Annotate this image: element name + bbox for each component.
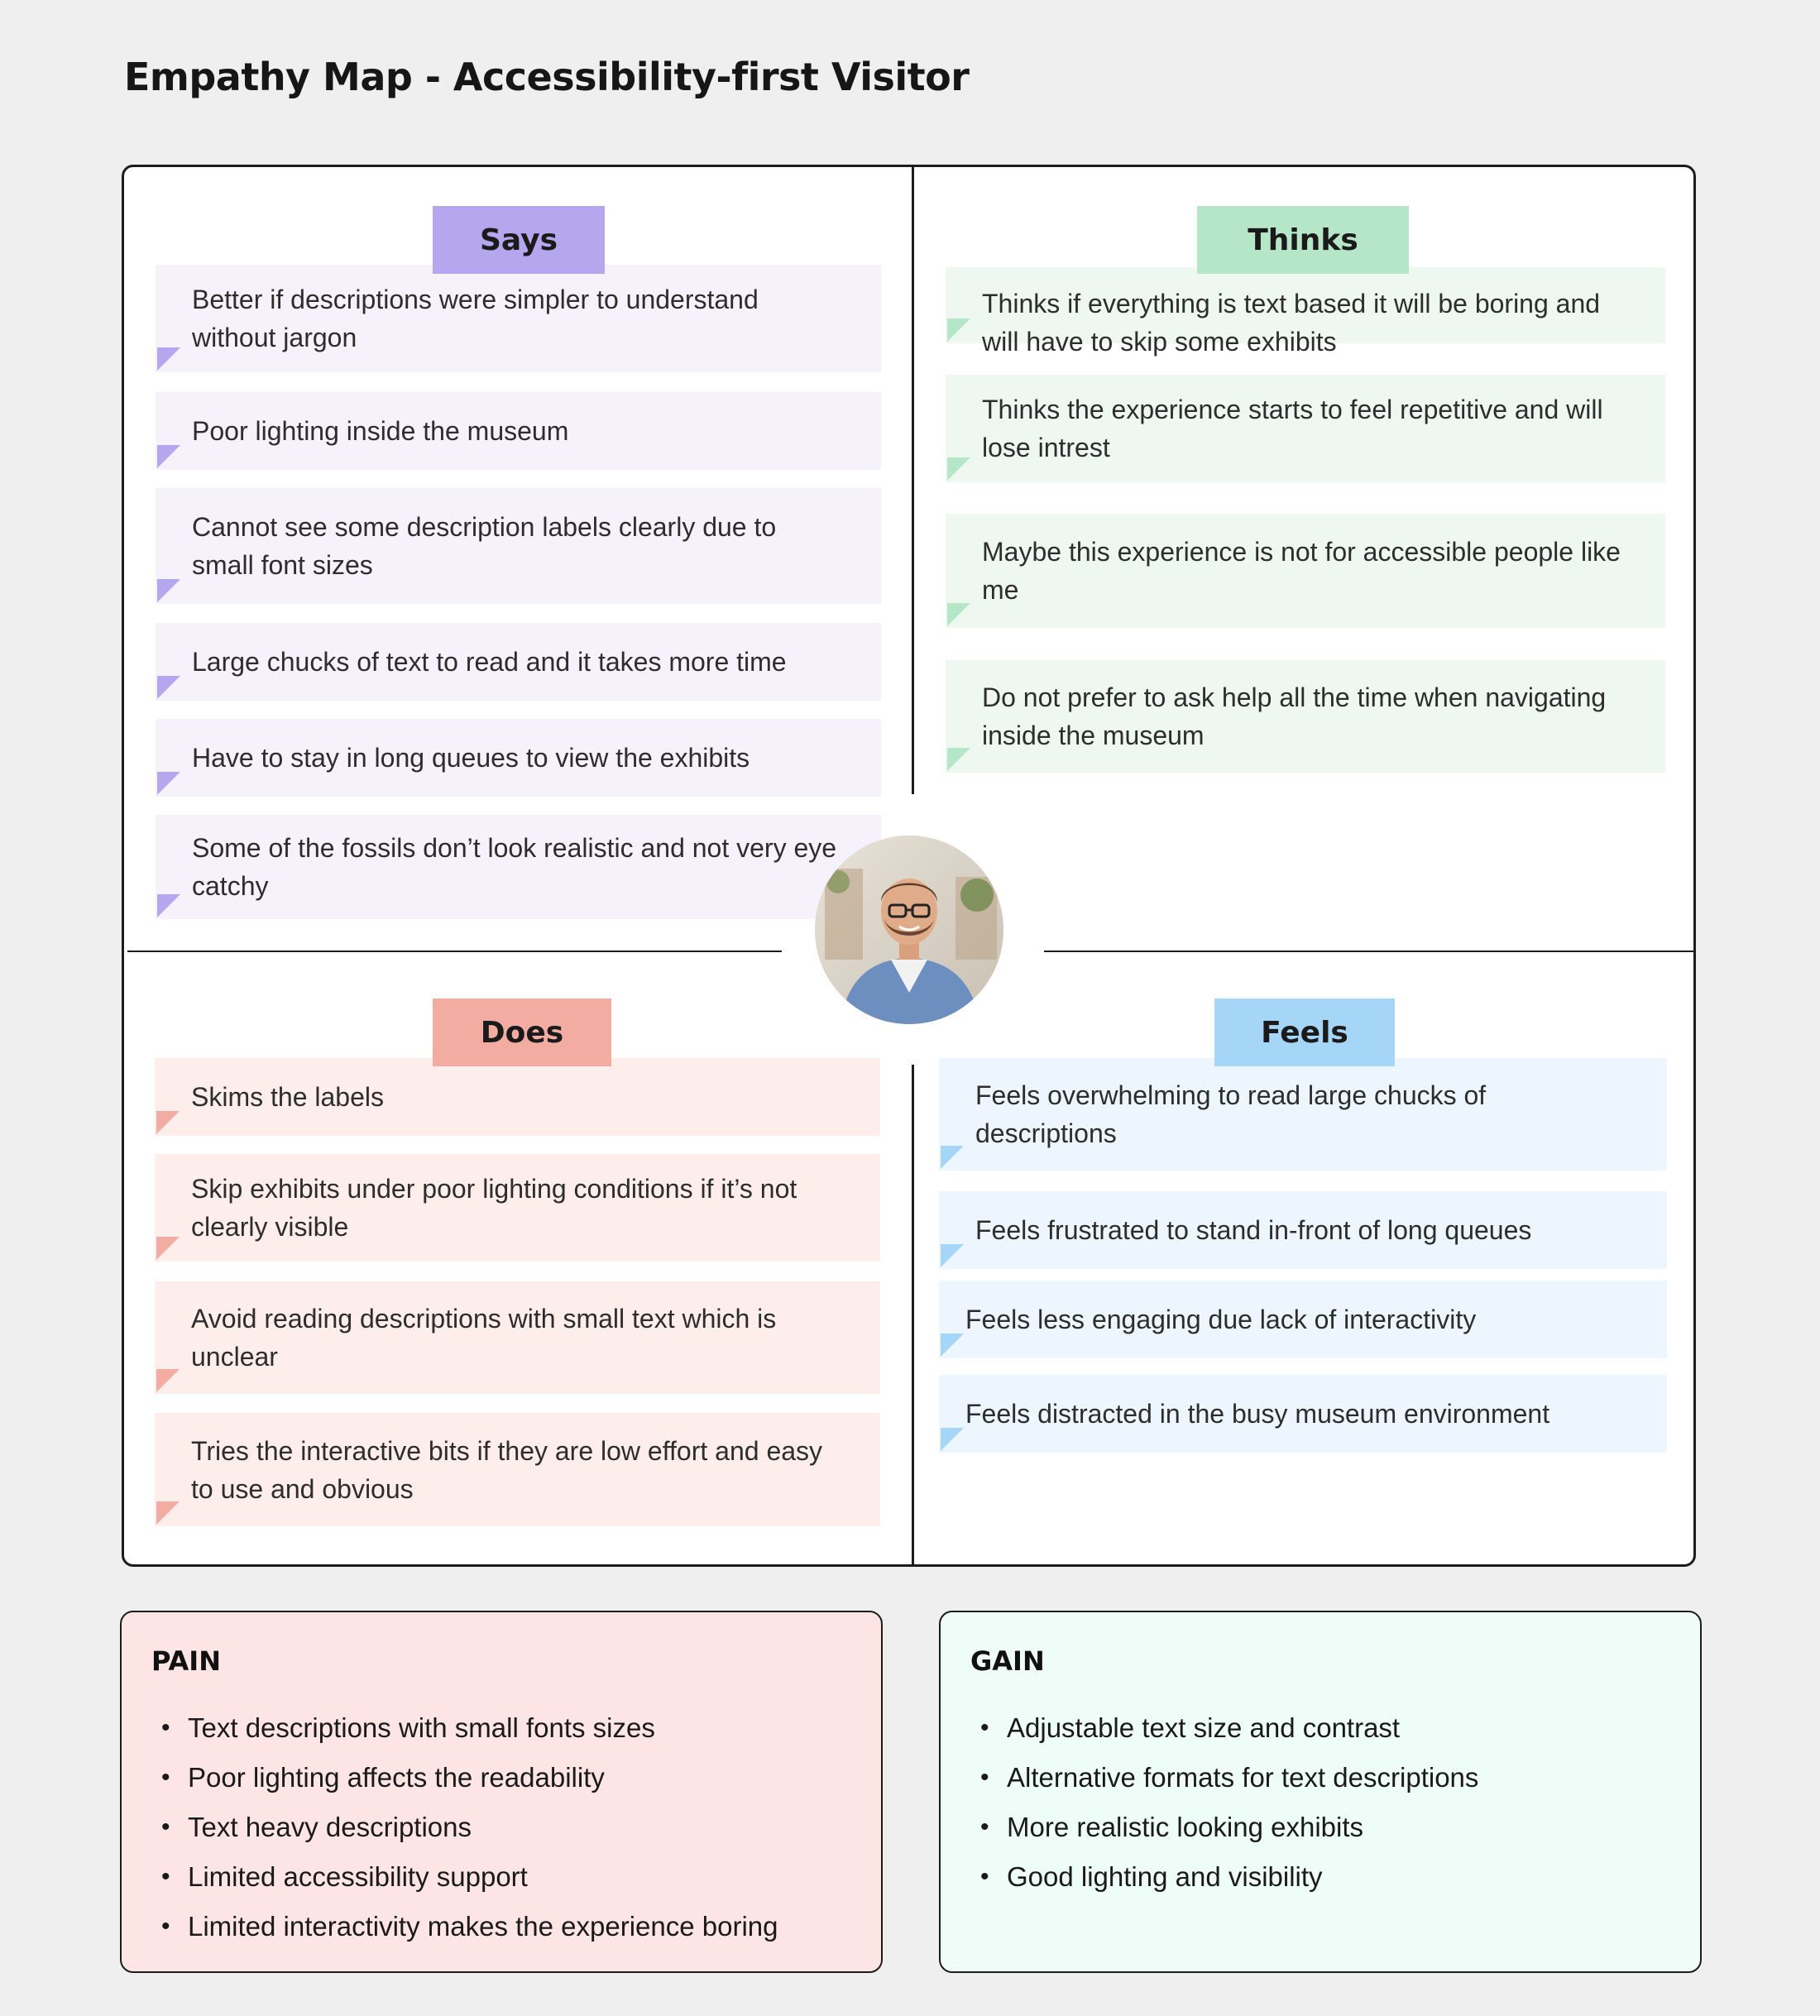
does-note[interactable] [155,1154,880,1262]
note-fold-icon [156,1237,180,1260]
pain-item-text: Text descriptions with small fonts sizes [188,1712,655,1743]
bullet: • [161,1764,170,1791]
says-note[interactable] [156,815,881,919]
note-text: Feels distracted in the busy museum environment [965,1399,1550,1429]
note-text: Cannot see some description labels clearly due to small font sizes [192,512,777,580]
pain-item-text: Limited interactivity makes the experience boring [188,1911,778,1942]
note-fold-icon [941,1428,964,1451]
note-fold-icon [947,318,970,342]
note-text: Tries the interactive bits if they are low effort and easy to use and obvious [191,1435,823,1504]
note-fold-icon [157,894,180,917]
gain-title: GAIN [970,1645,1045,1677]
gain-item [977,1852,1478,1902]
bullet: • [161,1863,170,1890]
note-text: Feels overwhelming to read large chucks of descriptions [975,1080,1487,1148]
bullet: • [980,1863,989,1890]
pain-item-text: Limited accessibility support [188,1861,528,1892]
horizontal-divider-left [127,951,782,952]
note-fold-icon [941,1244,964,1267]
feels-note[interactable] [939,1191,1667,1269]
gain-item-text: Adjustable text size and contrast [1007,1712,1401,1743]
pain-item [158,1902,778,1951]
feels-label: Feels [1214,998,1395,1066]
note-fold-icon [157,676,180,699]
bullet: • [980,1813,989,1841]
note-fold-icon [157,445,180,468]
pain-item [158,1753,778,1803]
note-fold-icon [941,1334,964,1357]
thinks-note[interactable] [946,375,1665,482]
bullet: • [161,1813,170,1841]
page-title: Empathy Map - Accessibility-first Visitor [124,55,970,99]
horizontal-divider-right [1044,951,1696,952]
note-fold-icon [947,748,970,771]
note-text: Poor lighting inside the museum [192,416,569,446]
says-label: Says [433,206,605,274]
note-text: Skims the labels [191,1082,384,1112]
gain-item [977,1703,1478,1753]
note-text: Large chucks of text to read and it takes more time [192,647,787,677]
note-fold-icon [157,347,180,371]
does-label: Does [433,998,611,1066]
says-note[interactable] [156,392,881,470]
note-text: Some of the fossils don’t look realistic and not very eye catchy [192,833,837,901]
bullet: • [161,1913,170,1940]
gain-panel [939,1611,1702,1973]
note-fold-icon [947,603,970,626]
says-note[interactable] [156,488,881,604]
note-fold-icon [941,1146,964,1169]
bullet: • [980,1714,989,1741]
does-note[interactable] [155,1413,880,1526]
note-text: Have to stay in long queues to view the exhibits [192,743,750,773]
note-text: Feels frustrated to stand in-front of long queues [975,1215,1532,1245]
gain-item-text: Good lighting and visibility [1007,1861,1323,1892]
does-note[interactable] [155,1281,880,1394]
says-note[interactable] [156,623,881,701]
note-text: Maybe this experience is not for accessible people like me [982,537,1621,605]
persona-photo [815,836,1003,1024]
gain-list [977,1703,1478,1902]
note-text: Thinks the experience starts to feel repetitive and will lose intrest [982,395,1603,462]
note-fold-icon [947,457,970,481]
note-text: Skip exhibits under poor lighting conditions if it’s not clearly visible [191,1174,797,1242]
feels-note[interactable] [939,1281,1667,1358]
thinks-note[interactable] [946,267,1665,357]
feels-note[interactable] [939,1058,1667,1171]
vertical-divider-bottom [912,1065,914,1567]
thinks-label: Thinks [1197,206,1409,274]
thinks-note[interactable] [946,514,1665,628]
pain-item-text: Text heavy descriptions [188,1812,472,1842]
does-note[interactable] [155,1058,880,1136]
pain-list [158,1703,778,1951]
note-text: Feels less engaging due lack of interactivity [965,1305,1477,1334]
note-fold-icon [156,1369,180,1392]
pain-item [158,1852,778,1902]
note-fold-icon [157,772,180,795]
pain-panel [120,1611,883,1973]
pain-title: PAIN [151,1645,221,1677]
gain-item [977,1753,1478,1803]
bullet: • [980,1764,989,1791]
feels-note[interactable] [939,1375,1667,1453]
gain-item-text: Alternative formats for text descriptions [1007,1762,1479,1793]
note-text: Avoid reading descriptions with small text which is unclear [191,1304,777,1372]
says-note[interactable] [156,265,881,372]
pain-item [158,1803,778,1852]
thinks-note[interactable] [946,660,1665,773]
note-text: Do not prefer to ask help all the time when navigating inside the museum [982,682,1607,750]
note-text: Better if descriptions were simpler to understand without jargon [192,285,759,352]
note-fold-icon [156,1111,180,1134]
persona-avatar [815,836,1003,1024]
says-note[interactable] [156,719,881,797]
note-text: Thinks if everything is text based it will be boring and will have to skip some exhibits [982,289,1601,357]
bullet: • [161,1714,170,1741]
vertical-divider-top [912,167,914,794]
note-fold-icon [157,579,180,602]
gain-item-text: More realistic looking exhibits [1007,1812,1364,1842]
pain-item [158,1703,778,1753]
gain-item [977,1803,1478,1852]
pain-item-text: Poor lighting affects the readability [188,1762,605,1793]
note-fold-icon [156,1501,180,1525]
